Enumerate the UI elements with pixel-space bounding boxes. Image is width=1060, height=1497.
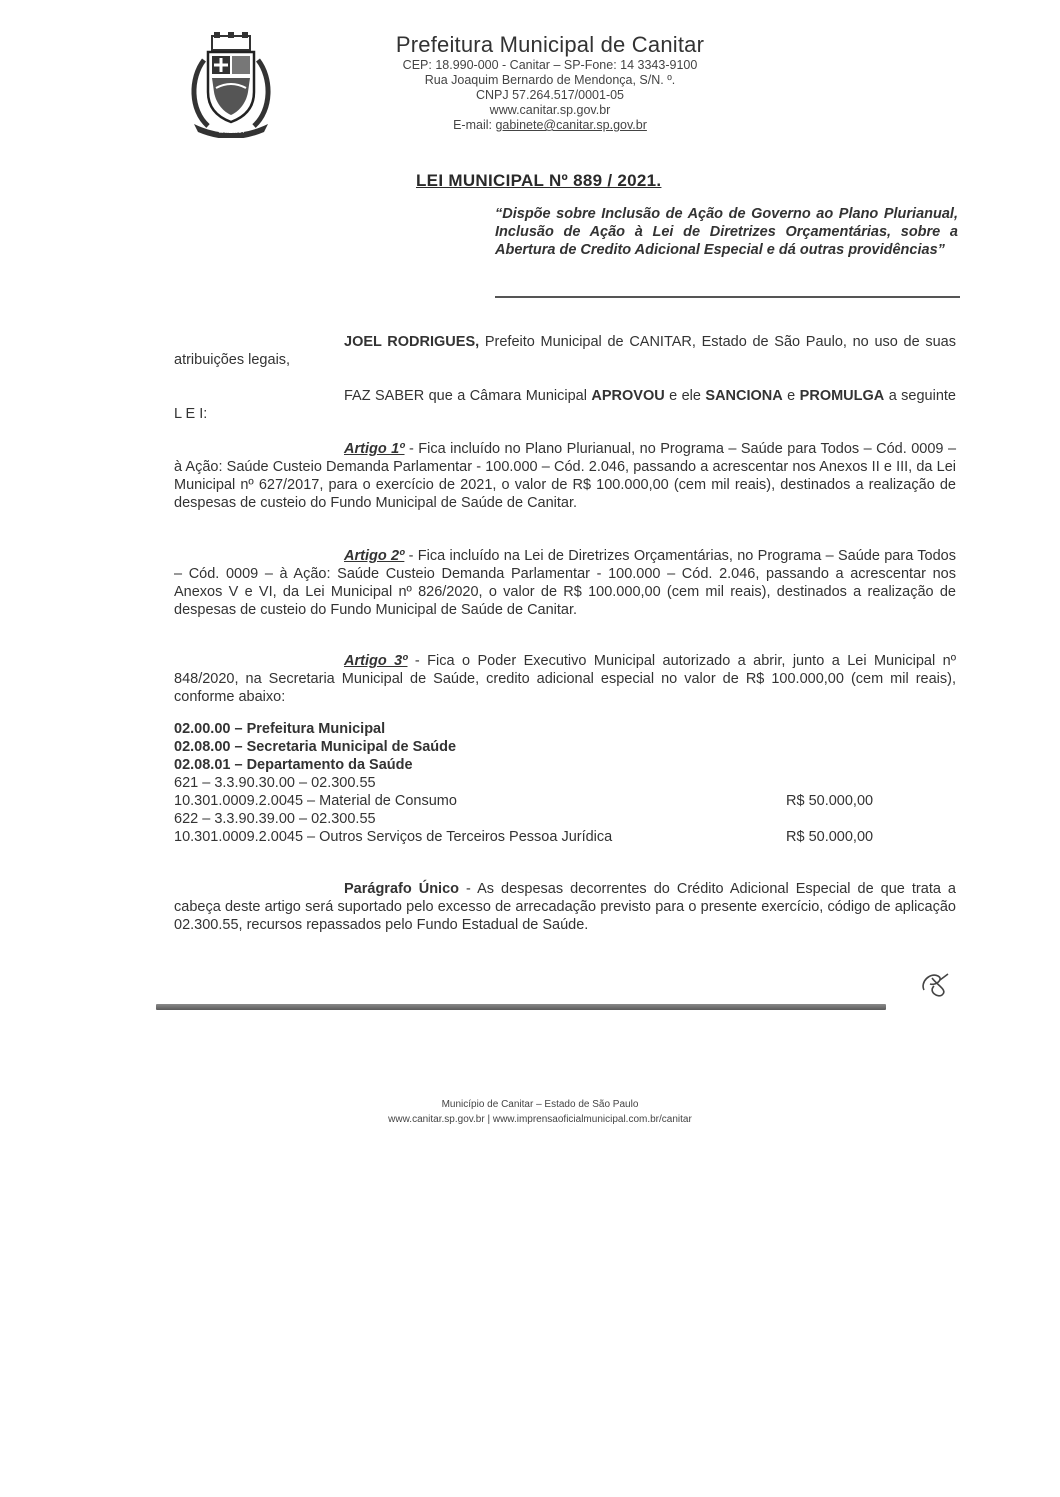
initials-signature-icon xyxy=(918,968,952,998)
municipal-crest-icon xyxy=(186,30,276,138)
seguinte-text: a seguinte L E I: xyxy=(174,388,957,422)
list-item xyxy=(174,792,914,810)
list-item xyxy=(174,774,914,792)
article-2 xyxy=(174,547,956,619)
budget-row-amount: R$ 50.000,00 xyxy=(786,793,874,809)
org-name: Prefeitura Municipal de Canitar xyxy=(395,32,705,57)
e-text: e xyxy=(782,388,800,404)
list-item xyxy=(174,828,914,846)
page-footer xyxy=(330,1097,750,1127)
article-1-label: Artigo 1º xyxy=(344,441,405,457)
law-ementa: “Dispõe sobre Inclusão de Ação de Governo ao Plano Plurianual, Inclusão de Ação à Lei de Diretrizes Orçamentárias, sobre a Abertura de Credito Adicional Especial e dá outras providências” xyxy=(495,206,958,258)
budget-row-text: 02.08.00 – Secretaria Municipal de Saúde xyxy=(174,739,457,755)
sanciona-word: SANCIONA xyxy=(705,388,783,404)
list-item xyxy=(174,810,914,828)
budget-row-text: 622 – 3.3.90.39.00 – 02.300.55 xyxy=(174,811,376,827)
promulga-word: PROMULGA xyxy=(799,388,885,404)
article-2-label: Artigo 2º xyxy=(344,548,405,564)
paragrafo-text: - As despesas decorrentes do Crédito Adicional Especial de que trata a cabeça deste artigo será suportado pelo excesso de arrecadação previsto para o presente exercício, código de aplicação 02.300.55, recursos repassados pelo Fundo Estadual de Saúde. xyxy=(174,881,956,933)
email-link[interactable]: gabinete@canitar.sp.gov.br xyxy=(495,118,647,132)
article-1-text: - Fica incluído no Plano Plurianual, no Programa – Saúde para Todos – Cód. 0009 – à Ação: Saúde Custeio Demanda Parlamentar - 100.000 – Cód. 2.046, passando a acrescentar nos Anexos II e III, da Lei Municipal nº 627/2017, para o exercício de 2021, o valor de R$ 100.000,00 (cem mil reais), destinados a realização de despesas de custeio do Fundo Municipal de Saúde de Canitar. xyxy=(174,441,957,511)
email-label: E-mail: xyxy=(453,118,496,132)
cnpj: CNPJ 57.264.517/0001-05 xyxy=(475,88,625,102)
crest-ribbon-label: CANITAR xyxy=(217,128,245,135)
article-3-text: - Fica o Poder Executivo Municipal autorizado a abrir, junto a Lei Municipal nº 848/2020, na Secretaria Municipal de Saúde, credito adicional especial no valor de R$ 100.000,00 (cem mil reais), conforme abaixo: xyxy=(174,653,956,705)
e-ele-text: e ele xyxy=(664,388,706,404)
email-line xyxy=(330,118,770,133)
budget-row-amount: R$ 50.000,00 xyxy=(786,829,874,845)
budget-row-text: 10.301.0009.2.0045 – Material de Consumo xyxy=(174,793,457,809)
article-3-label: Artigo 3º xyxy=(344,653,408,669)
intro-paragraph xyxy=(174,333,956,369)
faz-saber-paragraph xyxy=(174,387,956,423)
mayor-text: Prefeito Municipal de CANITAR, Estado de São Paulo, no uso de suas atribuições legais, xyxy=(174,334,956,368)
list-item xyxy=(174,720,914,738)
budget-row-text: 10.301.0009.2.0045 – Outros Serviços de Terceiros Pessoa Jurídica xyxy=(174,829,613,845)
ementa-underline xyxy=(495,296,960,298)
article-1 xyxy=(174,440,956,512)
footer-divider xyxy=(156,1004,886,1010)
mayor-name: JOEL RODRIGUES, xyxy=(344,334,480,350)
list-item xyxy=(174,756,914,774)
budget-allocation-list xyxy=(174,720,914,846)
budget-row-text: 02.00.00 – Prefeitura Municipal xyxy=(174,721,386,737)
faz-saber-text: FAZ SABER que a Câmara Municipal xyxy=(344,388,592,404)
paragrafo-unico xyxy=(174,880,956,934)
footer-line-1: Município de Canitar – Estado de São Paulo xyxy=(441,1099,639,1110)
article-2-text: - Fica incluído na Lei de Diretrizes Orçamentárias, no Programa – Saúde para Todos – Cód. 0009 – à Ação: Saúde Custeio Demanda Parlamentar - 100.000 – Cód. 2.046, passando a acrescentar nos Anexos V e VI, da Lei Municipal nº 826/2020, o valor de R$ 100.000,00 (cem mil reais), destinados a realização de despesas de custeio do Fundo Municipal de Saúde de Canitar. xyxy=(174,548,956,618)
law-title: LEI MUNICIPAL Nº 889 / 2021. xyxy=(416,171,662,190)
budget-row-text: 621 – 3.3.90.30.00 – 02.300.55 xyxy=(174,775,376,791)
address: Rua Joaquim Bernardo de Mendonça, S/N. º. xyxy=(424,73,676,87)
paragrafo-label: Parágrafo Único xyxy=(344,881,459,897)
article-3 xyxy=(174,652,956,706)
aprovou-word: APROVOU xyxy=(591,388,665,404)
website: www.canitar.sp.gov.br xyxy=(489,103,611,117)
cep-phone: CEP: 18.990-000 - Canitar – SP-Fone: 14 3343-9100 xyxy=(402,58,698,72)
footer-line-2: www.canitar.sp.gov.br | www.imprensaoficialmunicipal.com.br/canitar xyxy=(388,1114,692,1125)
budget-row-text: 02.08.01 – Departamento da Saúde xyxy=(174,757,413,773)
list-item xyxy=(174,738,914,756)
letterhead xyxy=(330,32,770,133)
